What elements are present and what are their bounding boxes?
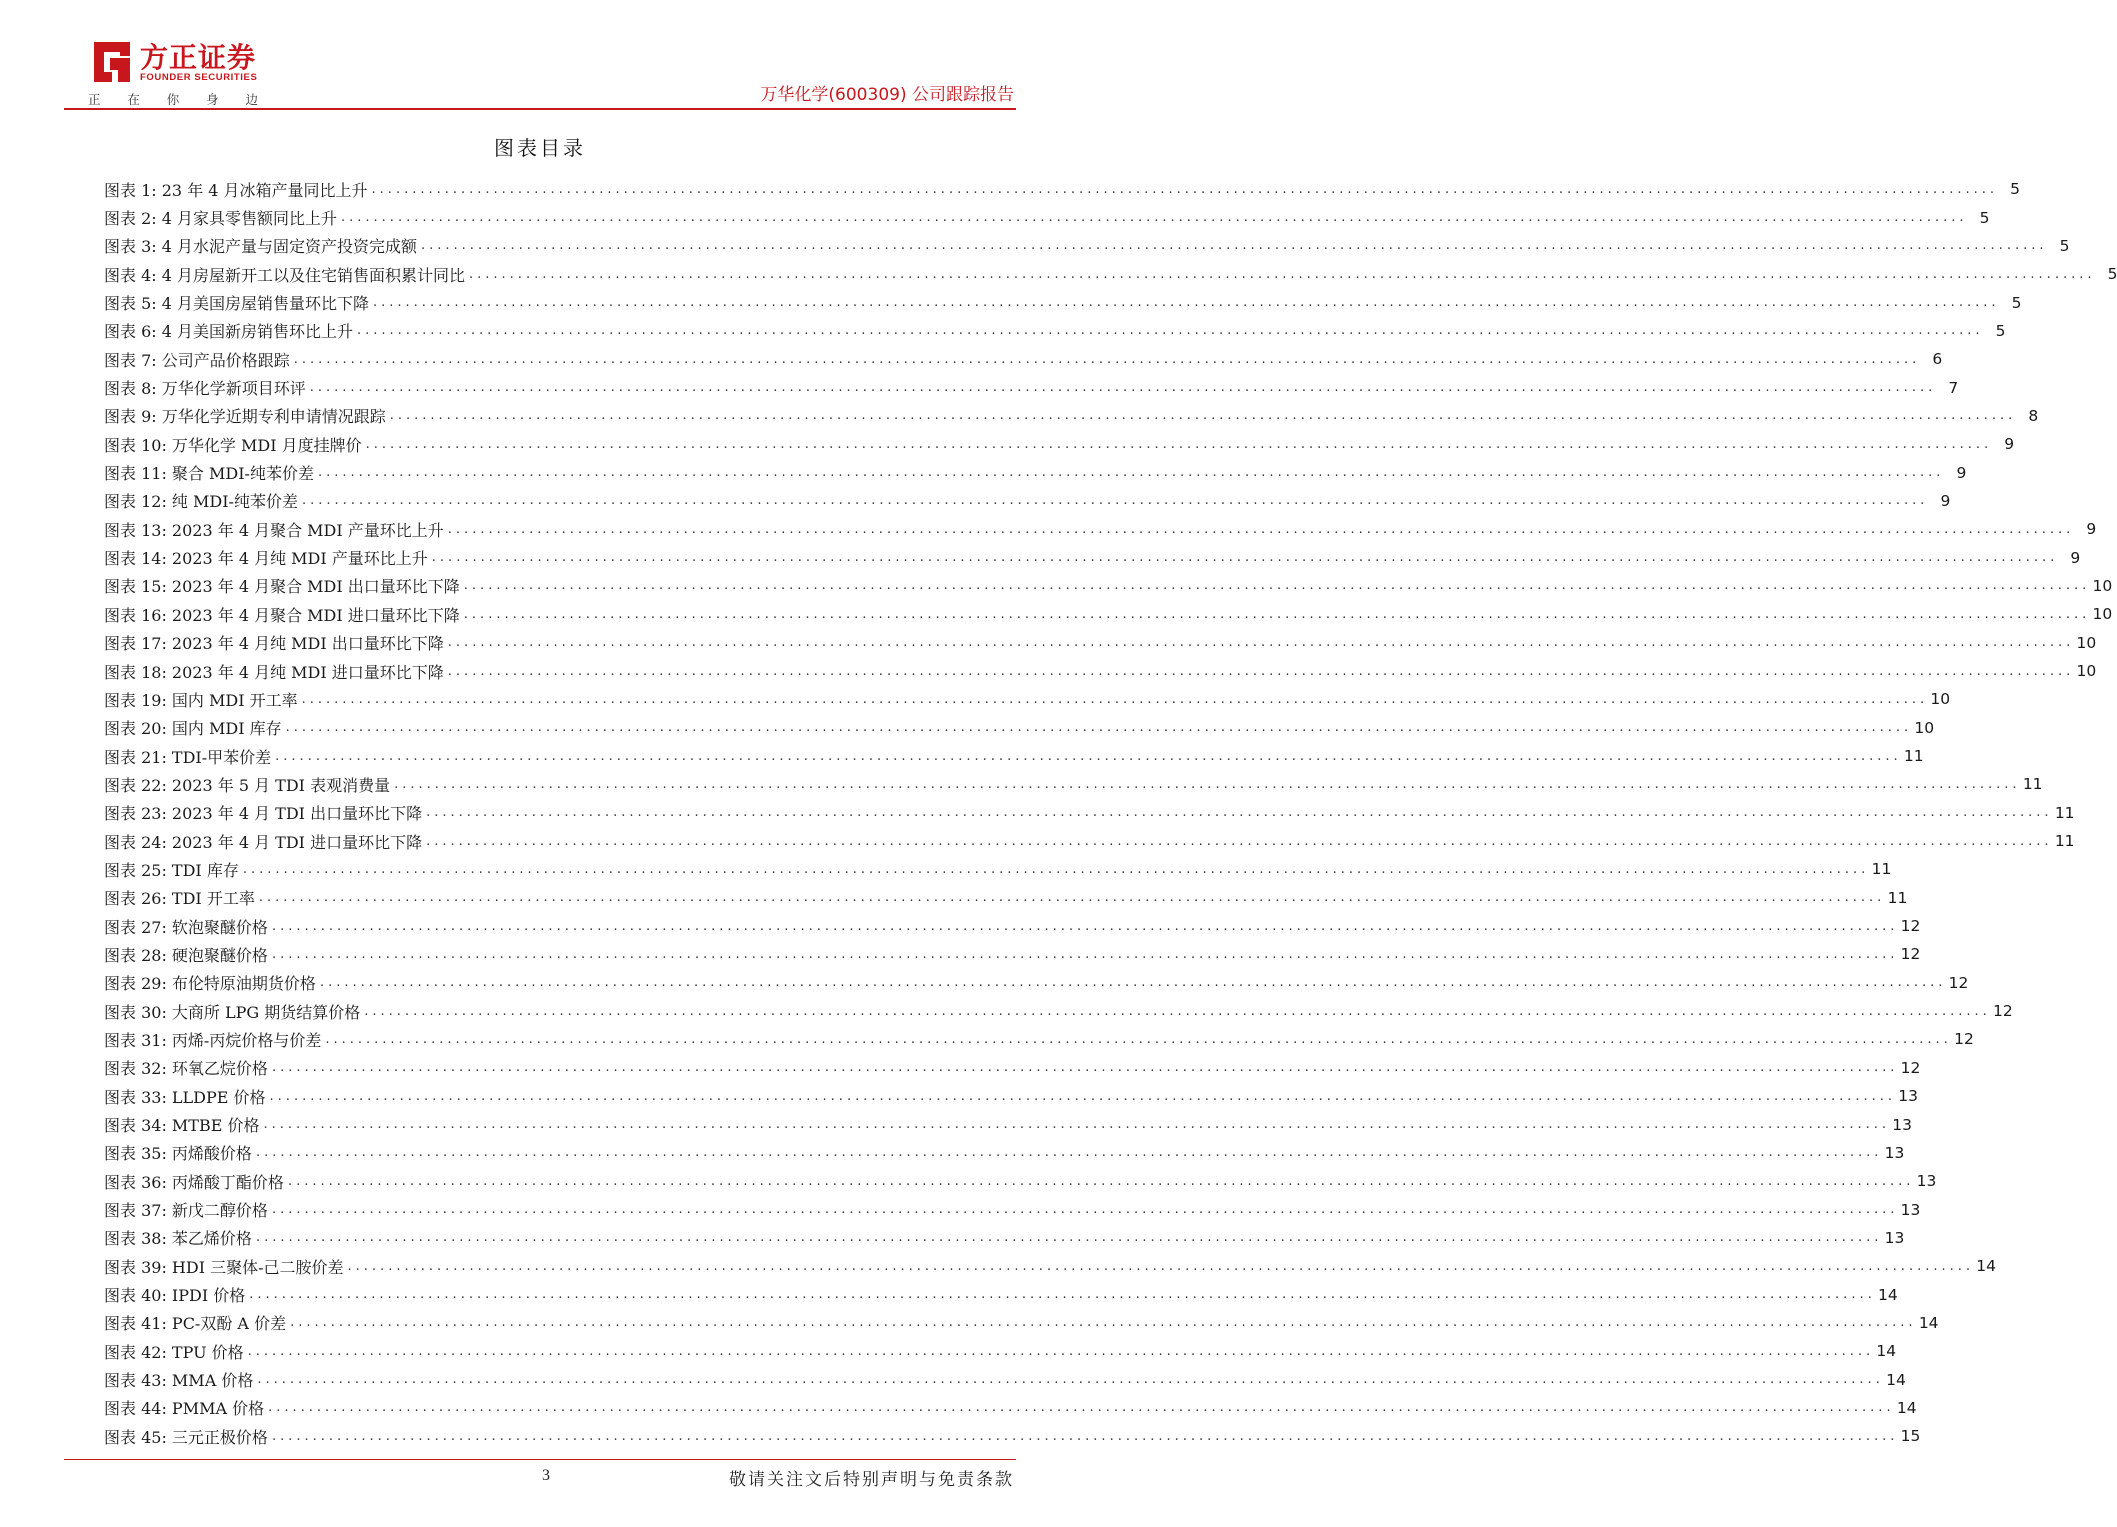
toc-leader-dots: ........................................................................................................................................................................................................ — [258, 890, 1886, 906]
toc-entry[interactable] — [104, 260, 2117, 288]
toc-leader-dots: ........................................................................................................................................................................................................ — [447, 521, 2075, 537]
toc-entry-page: 5 — [2010, 180, 2021, 199]
toc-entry[interactable] — [104, 1280, 1898, 1308]
toc-entry[interactable] — [104, 203, 1990, 231]
toc-leader-dots: ........................................................................................................................................................................................................ — [309, 380, 1937, 396]
toc-entry-label: 图表 1: 23 年 4 月冰箱产量同比上升 — [104, 180, 368, 200]
toc-leader-dots: ........................................................................................................................................................................................................ — [319, 975, 1947, 991]
toc-entry[interactable] — [104, 770, 2043, 798]
toc-entry[interactable] — [104, 969, 1969, 997]
toc-entry-label: 图表 41: PC-双酚 A 价差 — [104, 1314, 287, 1334]
toc-entry-page: 12 — [1900, 1058, 1921, 1077]
toc-entry-label: 图表 12: 纯 MDI-纯苯价差 — [104, 492, 298, 512]
toc-leader-dots: ........................................................................................................................................................................................................ — [426, 833, 2053, 849]
toc-leader-dots: ........................................................................................................................................................................................................ — [463, 578, 2091, 594]
toc-entry-page: 9 — [1956, 463, 1967, 482]
brand-name-en: FOUNDER SECURITIES — [140, 72, 258, 83]
toc-entry-page: 12 — [1900, 945, 1921, 964]
toc-leader-dots: ........................................................................................................................................................................................................ — [268, 1400, 1895, 1416]
toc-entry[interactable] — [104, 1394, 1917, 1422]
toc-leader-dots: ........................................................................................................................................................................................................ — [301, 493, 1929, 509]
toc-leader-dots: ........................................................................................................................................................................................................ — [293, 351, 1921, 367]
toc-entry[interactable] — [104, 345, 1943, 373]
toc-entry-label: 图表 18: 2023 年 4 月纯 MDI 进口量环比下降 — [104, 662, 444, 682]
toc-entry-page: 10 — [1930, 690, 1951, 709]
toc-entry-label: 图表 16: 2023 年 4 月聚合 MDI 进口量环比下降 — [104, 605, 460, 625]
toc-entry[interactable] — [104, 1167, 1937, 1195]
toc-entry[interactable] — [104, 175, 2021, 203]
toc-entry-label: 图表 24: 2023 年 4 月 TDI 进口量环比下降 — [104, 832, 423, 852]
toc-entry[interactable] — [104, 742, 1924, 770]
toc-entry-page: 11 — [2022, 775, 2043, 794]
toc-entry[interactable] — [104, 1110, 1912, 1138]
toc-entry-label: 图表 6: 4 月美国新房销售环比上升 — [104, 322, 354, 342]
toc-entry-page: 9 — [2004, 435, 2015, 454]
toc-leader-dots: ........................................................................................................................................................................................................ — [341, 210, 1968, 226]
toc-entry-label: 图表 23: 2023 年 4 月 TDI 出口量环比下降 — [104, 804, 423, 824]
toc-entry-label: 图表 28: 硬泡聚醚价格 — [104, 945, 268, 965]
toc-entry[interactable] — [104, 288, 2022, 316]
toc-leader-dots: ........................................................................................................................................................................................................ — [301, 691, 1929, 707]
toc-entry-label: 图表 4: 4 月房屋新开工以及住宅销售面积累计同比 — [104, 265, 466, 285]
toc-leader-dots: ........................................................................................................................................................................................................ — [271, 1428, 1899, 1444]
founder-logo-icon — [88, 38, 136, 86]
toc-entry-page: 11 — [1903, 747, 1924, 766]
toc-entry-label: 图表 14: 2023 年 4 月纯 MDI 产量环比上升 — [104, 549, 428, 569]
toc-entry-label: 图表 17: 2023 年 4 月纯 MDI 出口量环比下降 — [104, 634, 444, 654]
toc-entry-page: 5 — [2059, 236, 2070, 255]
toc-entry-page: 12 — [1948, 973, 1969, 992]
toc-entry[interactable] — [104, 629, 2097, 657]
toc-entry-page: 13 — [1900, 1200, 1921, 1219]
toc-entry-label: 图表 27: 软泡聚醚价格 — [104, 917, 268, 937]
toc-entry-page: 6 — [1932, 350, 1943, 369]
toc-entry-page: 5 — [2107, 265, 2117, 284]
slogan-char: 边 — [245, 92, 258, 107]
toc-entry[interactable] — [104, 1337, 1897, 1365]
toc-leader-dots: ........................................................................................................................................................................................................ — [469, 266, 2096, 282]
toc-entry-page: 9 — [1940, 491, 1951, 510]
toc-leader-dots: ........................................................................................................................................................................................................ — [389, 408, 2017, 424]
toc-entry-label: 图表 37: 新戊二醇价格 — [104, 1201, 268, 1221]
toc-entry-label: 图表 22: 2023 年 5 月 TDI 表观消费量 — [104, 775, 391, 795]
toc-leader-dots: ........................................................................................................................................................................................................ — [394, 776, 2021, 792]
toc-entry-label: 图表 33: LLDPE 价格 — [104, 1087, 266, 1107]
toc-entry[interactable] — [104, 685, 1951, 713]
toc-entry[interactable] — [104, 402, 2039, 430]
toc-entry-label: 图表 3: 4 月水泥产量与固定资产投资完成额 — [104, 237, 418, 257]
toc-leader-dots: ........................................................................................................................................................................................................ — [275, 748, 1902, 764]
toc-entry[interactable] — [104, 884, 1908, 912]
toc-entry-label: 图表 31: 丙烯-丙烷价格与价差 — [104, 1030, 322, 1050]
brand-slogan — [88, 90, 258, 108]
toc-entry-page: 7 — [1948, 378, 1959, 397]
toc-entry-label: 图表 34: MTBE 价格 — [104, 1116, 260, 1136]
toc-entry-page: 10 — [2092, 605, 2113, 624]
toc-entry[interactable] — [104, 1252, 1996, 1280]
toc-leader-dots: ........................................................................................................................................................................................................ — [269, 1088, 1897, 1104]
toc-leader-dots: ........................................................................................................................................................................................................ — [290, 1315, 1917, 1331]
slogan-char: 你 — [166, 92, 180, 107]
toc-entry-label: 图表 26: TDI 开工率 — [104, 889, 255, 909]
toc-entry-page: 15 — [1900, 1427, 1921, 1446]
toc-leader-dots: ........................................................................................................................................................................................................ — [364, 1003, 1991, 1019]
toc-leader-dots: ........................................................................................................................................................................................................ — [263, 1117, 1890, 1133]
toc-entry[interactable] — [104, 543, 2081, 571]
toc-leader-dots: ........................................................................................................................................................................................................ — [426, 805, 2053, 821]
toc-leader-dots: ........................................................................................................................................................................................................ — [421, 238, 2048, 254]
toc-entry-label: 图表 9: 万华化学近期专利申请情况跟踪 — [104, 407, 386, 427]
toc-leader-dots: ........................................................................................................................................................................................................ — [271, 1202, 1899, 1218]
toc-entry[interactable] — [104, 1025, 1974, 1053]
toc-entry-label: 图表 20: 国内 MDI 库存 — [104, 719, 282, 739]
toc-entry-label: 图表 42: TPU 价格 — [104, 1342, 244, 1362]
toc-entry-page: 11 — [1887, 888, 1908, 907]
toc-entry-label: 图表 5: 4 月美国房屋销售量环比下降 — [104, 294, 370, 314]
toc-entry-label: 图表 8: 万华化学新项目环评 — [104, 379, 306, 399]
toc-entry-label: 图表 11: 聚合 MDI-纯苯价差 — [104, 464, 314, 484]
toc-entry[interactable] — [104, 1082, 1919, 1110]
report-type-label: 万华化学(600309) 公司跟踪报告 — [760, 85, 1014, 105]
toc-entry-page: 9 — [2070, 548, 2081, 567]
toc-entry-page: 10 — [2092, 576, 2113, 595]
toc-leader-dots: ........................................................................................................................................................................................................ — [463, 606, 2091, 622]
toc-entry-page: 5 — [2011, 293, 2022, 312]
toc-title: 图表目录 — [494, 136, 586, 160]
toc-entry-label: 图表 13: 2023 年 4 月聚合 MDI 产量环比上升 — [104, 520, 444, 540]
toc-entry-page: 14 — [1876, 1342, 1897, 1361]
toc-entry-page: 14 — [1886, 1370, 1906, 1389]
toc-entry[interactable] — [104, 515, 2097, 543]
toc-entry[interactable] — [104, 1365, 1906, 1393]
page-number: 3 — [542, 1467, 550, 1484]
toc-leader-dots: ........................................................................................................................................................................................................ — [255, 1230, 1883, 1246]
toc-entry-label: 图表 36: 丙烯酸丁酯价格 — [104, 1172, 284, 1192]
slogan-char: 正 — [88, 92, 101, 107]
toc-entry-page: 5 — [1979, 208, 1990, 227]
toc-entry[interactable] — [104, 1195, 1921, 1223]
toc-leader-dots: ........................................................................................................................................................................................................ — [257, 1372, 1884, 1388]
toc-entry[interactable] — [104, 799, 2075, 827]
toc-entry-page: 10 — [2076, 633, 2097, 652]
toc-entry[interactable] — [104, 912, 1921, 940]
toc-entry-page: 13 — [1884, 1228, 1905, 1247]
toc-entry-label: 图表 45: 三元正极价格 — [104, 1427, 268, 1447]
toc-entry-page: 14 — [1877, 1285, 1898, 1304]
toc-entry-label: 图表 10: 万华化学 MDI 月度挂牌价 — [104, 435, 362, 455]
toc-entry[interactable] — [104, 317, 2006, 345]
toc-leader-dots: ........................................................................................................................................................................................................ — [371, 181, 1999, 197]
slogan-char: 在 — [127, 92, 140, 107]
toc-leader-dots: ........................................................................................................................................................................................................ — [287, 1173, 1915, 1189]
toc-entry-page: 5 — [1995, 321, 2006, 340]
toc-entry-label: 图表 7: 公司产品价格跟踪 — [104, 350, 290, 370]
toc-entry-label: 图表 21: TDI-甲苯价差 — [104, 747, 272, 767]
toc-entry[interactable] — [104, 572, 2113, 600]
toc-leader-dots: ........................................................................................................................................................................................................ — [271, 1060, 1899, 1076]
toc-entry-page: 11 — [2054, 832, 2075, 851]
toc-entry-page: 10 — [2076, 662, 2097, 681]
toc-entry-page: 14 — [1896, 1398, 1917, 1417]
toc-leader-dots: ........................................................................................................................................................................................................ — [271, 946, 1899, 962]
toc-entry[interactable] — [104, 373, 1959, 401]
toc-entry[interactable] — [104, 827, 2075, 855]
toc-entry-page: 13 — [1916, 1172, 1937, 1191]
toc-entry[interactable] — [104, 1309, 1939, 1337]
toc-leader-dots: ........................................................................................................................................................................................................ — [285, 720, 1913, 736]
slogan-char: 身 — [206, 92, 219, 107]
toc-leader-dots: ........................................................................................................................................................................................................ — [325, 1031, 1952, 1047]
toc-entry-label: 图表 30: 大商所 LPG 期货结算价格 — [104, 1002, 361, 1022]
toc-entry-page: 14 — [1918, 1313, 1939, 1332]
toc-entry[interactable] — [104, 487, 1951, 515]
toc-entry[interactable] — [104, 714, 1935, 742]
toc-leader-dots: ........................................................................................................................................................................................................ — [249, 1287, 1876, 1303]
toc-entry-page: 10 — [1914, 718, 1935, 737]
toc-entry[interactable] — [104, 855, 1892, 883]
toc-entry[interactable] — [104, 940, 1921, 968]
toc-entry-label: 图表 40: IPDI 价格 — [104, 1286, 246, 1306]
toc-leader-dots: ........................................................................................................................................................................................................ — [255, 1145, 1883, 1161]
toc-list — [104, 175, 2117, 1450]
toc-entry-label: 图表 2: 4 月家具零售额同比上升 — [104, 209, 338, 229]
toc-entry[interactable] — [104, 1422, 1921, 1450]
toc-entry-label: 图表 44: PMMA 价格 — [104, 1399, 265, 1419]
toc-leader-dots: ........................................................................................................................................................................................................ — [247, 1343, 1875, 1359]
toc-entry-page: 13 — [1892, 1115, 1912, 1134]
header-divider — [64, 108, 1016, 110]
toc-entry[interactable] — [104, 657, 2097, 685]
toc-leader-dots: ........................................................................................................................................................................................................ — [317, 465, 1945, 481]
toc-entry[interactable] — [104, 1139, 1905, 1167]
toc-leader-dots: ........................................................................................................................................................................................................ — [365, 436, 1993, 452]
toc-entry-page: 13 — [1884, 1143, 1905, 1162]
footer-divider — [64, 1459, 1016, 1460]
toc-entry-page: 8 — [2028, 406, 2039, 425]
toc-leader-dots: ........................................................................................................................................................................................................ — [373, 295, 2000, 311]
toc-entry-page: 11 — [1871, 860, 1892, 879]
brand-name-cn: 方正证券 — [140, 41, 257, 74]
toc-entry-page: 11 — [2054, 803, 2075, 822]
toc-entry-page: 12 — [1993, 1002, 2013, 1021]
toc-leader-dots: ........................................................................................................................................................................................................ — [447, 663, 2075, 679]
toc-entry[interactable] — [104, 1054, 1921, 1082]
toc-entry-label: 图表 35: 丙烯酸价格 — [104, 1144, 252, 1164]
toc-entry[interactable] — [104, 997, 2013, 1025]
toc-entry-label: 图表 15: 2023 年 4 月聚合 MDI 出口量环比下降 — [104, 577, 460, 597]
toc-leader-dots: ........................................................................................................................................................................................................ — [447, 635, 2075, 651]
toc-entry-label: 图表 29: 布伦特原油期货价格 — [104, 974, 316, 994]
toc-entry[interactable] — [104, 1224, 1905, 1252]
toc-entry-page: 14 — [1976, 1257, 1996, 1276]
disclaimer-notice[interactable]: 敬请关注文后特别声明与免责条款 — [729, 1470, 1014, 1490]
toc-leader-dots: ........................................................................................................................................................................................................ — [357, 323, 1984, 339]
toc-entry[interactable] — [104, 600, 2113, 628]
toc-entry-label: 图表 39: HDI 三聚体-己二胺价差 — [104, 1257, 344, 1277]
toc-leader-dots: ........................................................................................................................................................................................................ — [431, 550, 2059, 566]
toc-leader-dots: ........................................................................................................................................................................................................ — [347, 1258, 1974, 1274]
toc-entry-page: 9 — [2086, 520, 2097, 539]
toc-entry[interactable] — [104, 458, 1967, 486]
toc-entry-page: 12 — [1954, 1030, 1974, 1049]
toc-entry-label: 图表 43: MMA 价格 — [104, 1371, 254, 1391]
toc-entry-label: 图表 25: TDI 库存 — [104, 860, 239, 880]
toc-entry-page: 13 — [1898, 1087, 1919, 1106]
toc-entry[interactable] — [104, 430, 2015, 458]
toc-entry-label: 图表 32: 环氧乙烷价格 — [104, 1059, 268, 1079]
toc-entry-label: 图表 38: 苯乙烯价格 — [104, 1229, 252, 1249]
toc-leader-dots: ........................................................................................................................................................................................................ — [271, 918, 1899, 934]
toc-entry-page: 12 — [1900, 917, 1921, 936]
toc-entry[interactable] — [104, 232, 2070, 260]
toc-entry-label: 图表 19: 国内 MDI 开工率 — [104, 690, 298, 710]
toc-leader-dots: ........................................................................................................................................................................................................ — [242, 861, 1870, 877]
